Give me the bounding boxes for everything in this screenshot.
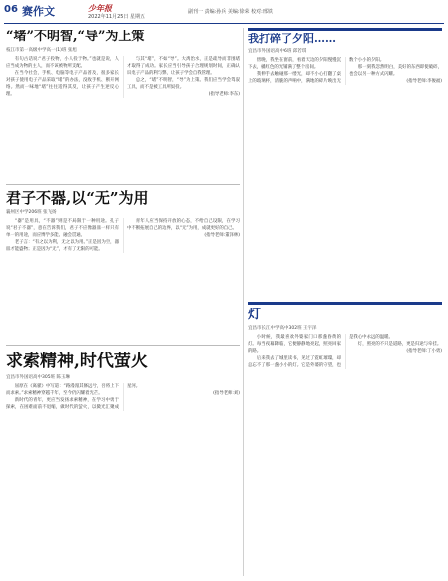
issue-date: 2022年11月25日 星期五 [88,14,146,20]
paragraph: “器”是用具，“不器”则是不局限于一种用途。孔子说“君子不器”，意在告诉我们，君子不应像器皿一样只有单一的用途，而应博学多能、融会贯通。 [6,219,119,239]
paragraph: 与其“堵”，不如“导”。大禹治水，正是疏导而非围堵才取得了成功。家长应当引导孩子合理规划时间，正确认识电子产品的利与弊，让孩子学会自我管理。 [127,56,240,76]
article-4 [248,33,442,295]
article-4-body [248,57,442,85]
article-5-body [248,334,442,369]
article-5 [248,308,442,576]
article-2-title: 君子不器,以“无”为用 [6,190,149,207]
paragraph: 我伸手去触碰那一缕光，却不小心打翻了桌上的玻璃杯，清脆的声响中，满地的碎片映出无数个小小的夕阳。 [248,57,385,84]
paragraph: 后来我去了城里读书，见过了霓虹璀璨，却总忘不了那一盏小小的灯。它是外婆的守望，也是我心中永远的温暖。 [248,334,393,368]
editor-credits: 副刊一 责编:孙兵 美编:徐荣 校对:邢铁 [188,9,273,15]
article-4-topbar [248,28,442,31]
newspaper-logo: 少年报 [88,4,112,13]
article-1-byline: 枝江市第一高级中学高一(1)班 张旭 [6,47,77,53]
article-1-body [6,56,240,98]
article-3 [6,352,240,577]
advisor-note: (指导老师:李东) [208,91,240,97]
paragraph: 在当今社会，手机、电脑等电子产品普及，很多家长对孩子使用电子产品采取“堵”的办法，没收手机、断开网络。然而一味地“堵”往往适得其反，让孩子产生逆反心理。 [6,70,119,97]
article-4-title: 我打碎了夕阳…… [248,33,336,45]
article-3-title: 求索精神,时代萤火 [6,352,148,371]
page-header [0,0,448,24]
advisor-note: (指导老师:董泽林) [204,233,240,239]
article-4-byline: 宜昌市外国语高中6班 邱若琪 [248,48,307,54]
article-1 [6,30,240,180]
header-rule [4,23,444,24]
paragraph: 小时候，我最喜欢外婆家门口那盏昏黄的灯。每当夜幕降临，它便静静地亮起，照亮回家的路。 [248,334,341,354]
divider [6,184,240,185]
advisor-note: (指导老师:丁小勇) [406,348,442,354]
article-2-body [6,218,240,253]
paragraph: 灯，照亮的不只是道路，更是归途与牵挂。 [357,341,442,347]
article-3-byline: 宜昌市外国语高中305班 陈玉琳 [6,374,71,380]
section-title: 赛作文 [22,5,55,18]
article-1-title: “堵”不明智,“导”为上策 [6,30,145,44]
article-5-byline: 宜昌市长江中学高中302班 王宇泽 [248,325,317,331]
paragraph: 总之，“堵”不明智，“导”为上策。我们应当学会驾驭工具，而不是被工具所奴役。 [127,77,240,90]
page-number: 06 [4,4,18,15]
article-5-title: 灯 [248,308,262,322]
divider [6,345,240,346]
paragraph: 屈原在《离骚》中写道：“路漫漫其修远兮，吾将上下而求索。”求索精神穿越千年，至今仍闪耀着光芒。 [6,383,119,396]
paragraph: 那一刻我忽然明白，美好的东西即使破碎，也会以另一种方式闪耀。 [349,64,442,77]
article-2-byline: 襄州区中学206班 张飞扬 [6,210,57,216]
article-2 [6,190,240,340]
paragraph: 青年人应当保持开放的心态，不给自己设限，在学习中不断拓展自己的边界，以“无”为用，成就更好的自己。 [127,219,240,232]
article-3-body [6,383,240,411]
advisor-note: (指导老师:刘) [213,390,240,396]
paragraph: 老子言：“有之以为利，无之以为用。”正是因为空，器皿才能盛物；正是因为“无”，才有了无限的可能。 [6,240,119,253]
paragraph: 有句古话说:“君子役物，小人役于物。”也就是说，人应当成为物的主人，而不该被物所支配。 [6,56,119,69]
advisor-note: (指导老师:李俊福) [406,78,442,84]
column-divider [243,28,244,576]
paragraph: 新时代的青年，更应当发扬求索精神，在学习中勇于探索，在困难面前不退缩，做时代的萤火，以微光汇聚成星河。 [6,383,141,410]
article-5-topbar [248,302,442,305]
paragraph: 傍晚，我坐在窗前，看着天边的夕阳慢慢沉下去，橘红色的光铺满了整个房间。 [248,57,341,70]
